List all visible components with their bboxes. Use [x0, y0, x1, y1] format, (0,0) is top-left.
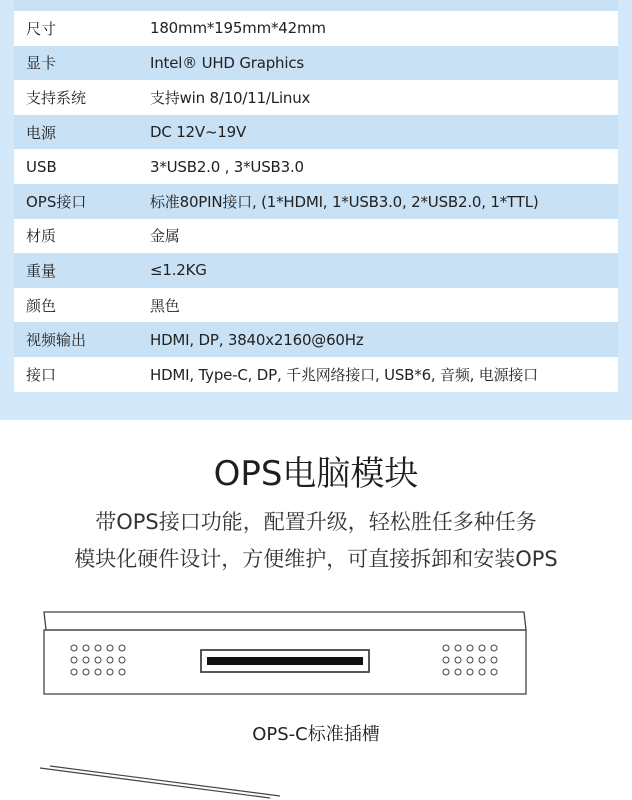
table-row — [14, 115, 618, 150]
spec-key: USB — [26, 157, 57, 176]
table-row — [14, 288, 618, 323]
vent-hole — [467, 669, 473, 675]
vent-hole — [95, 657, 101, 663]
vent-hole — [95, 645, 101, 651]
spec-key: 电源 — [26, 123, 57, 142]
next-module-edge — [40, 766, 280, 798]
spec-value: 标准80PIN接口, (1*HDMI, 1*USB3.0, 2*USB2.0, 1*TTL) — [150, 192, 539, 211]
vent-hole — [479, 657, 485, 663]
vent-hole — [455, 669, 461, 675]
spec-key: 颜色 — [26, 296, 57, 315]
spec-key: 重量 — [26, 261, 57, 280]
vent-hole — [107, 645, 113, 651]
vent-hole — [443, 669, 449, 675]
vent-hole — [119, 669, 125, 675]
vent-hole — [71, 669, 77, 675]
spec-table — [14, 0, 618, 392]
spec-value: 黑色 — [150, 296, 180, 315]
vent-hole — [443, 645, 449, 651]
vent-hole — [107, 657, 113, 663]
table-row — [14, 80, 618, 115]
vent-hole — [455, 657, 461, 663]
ops-module-illustration — [0, 600, 632, 800]
table-row — [14, 11, 618, 46]
section-title: OPS电脑模块 — [213, 454, 419, 494]
vent-hole — [467, 645, 473, 651]
spec-value: 180mm*195mm*42mm — [150, 19, 326, 38]
table-row — [14, 149, 618, 184]
vent-hole — [443, 657, 449, 663]
table-row — [14, 184, 618, 219]
vent-hole — [83, 657, 89, 663]
section-subtitle-line-2: 模块化硬件设计，方便维护，可直接拆卸和安装OPS — [74, 547, 558, 571]
vent-hole — [491, 645, 497, 651]
table-row — [14, 253, 618, 288]
section-subtitle-line-1: 带OPS接口功能，配置升级，轻松胜任多种任务 — [95, 510, 537, 534]
vent-hole — [491, 669, 497, 675]
vent-hole — [95, 669, 101, 675]
vent-hole — [479, 669, 485, 675]
spec-key: 显卡 — [26, 54, 57, 73]
vent-holes-right — [443, 645, 497, 675]
vent-hole — [83, 645, 89, 651]
vent-hole — [467, 657, 473, 663]
vent-hole — [71, 645, 77, 651]
module-top-edge — [44, 612, 526, 630]
spec-key: OPS接口 — [26, 192, 87, 211]
table-row — [14, 46, 618, 81]
vent-hole — [107, 669, 113, 675]
spec-value: HDMI, Type-C, DP, 千兆网络接口, USB*6, 音频, 电源接口 — [150, 365, 538, 384]
figure-caption: OPS-C标准插槽 — [252, 724, 380, 745]
vent-hole — [119, 645, 125, 651]
spec-row-cut-off — [14, 0, 618, 11]
table-row — [14, 219, 618, 254]
spec-value: 金属 — [150, 227, 180, 246]
table-row — [14, 357, 618, 392]
spec-key: 材质 — [26, 227, 57, 246]
vent-holes-left — [71, 645, 125, 675]
ops-slot-connector — [207, 657, 363, 665]
spec-value: 3*USB2.0 , 3*USB3.0 — [150, 157, 304, 176]
spec-value: ≤1.2KG — [150, 261, 207, 280]
vent-hole — [491, 657, 497, 663]
vent-hole — [455, 645, 461, 651]
vent-hole — [479, 645, 485, 651]
spec-key: 尺寸 — [26, 19, 57, 38]
spec-value: 支持win 8/10/11/Linux — [150, 88, 311, 107]
spec-key: 支持系统 — [26, 88, 87, 107]
vent-hole — [83, 669, 89, 675]
spec-value: HDMI, DP, 3840x2160@60Hz — [150, 330, 364, 349]
vent-hole — [71, 657, 77, 663]
spec-key: 接口 — [26, 365, 57, 384]
vent-hole — [119, 657, 125, 663]
table-row — [14, 322, 618, 357]
spec-key: 视频输出 — [26, 331, 87, 350]
spec-value: DC 12V~19V — [150, 123, 247, 142]
spec-value: Intel® UHD Graphics — [150, 53, 304, 72]
